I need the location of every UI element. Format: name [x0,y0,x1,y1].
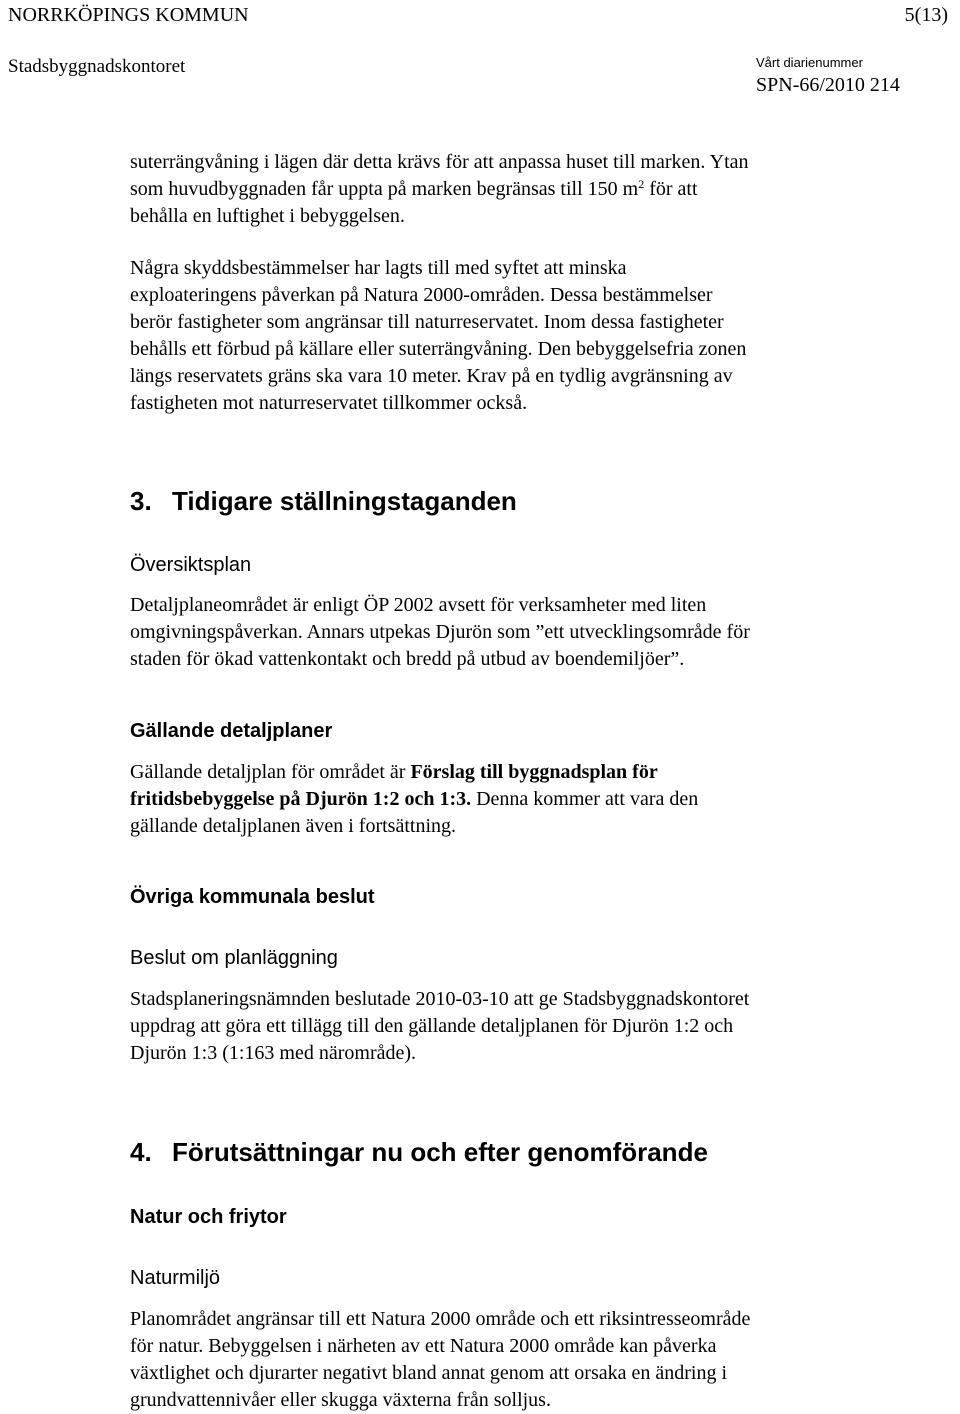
heading-natur-friytor: Natur och friytor [130,1206,287,1228]
paragraph-line [130,759,930,786]
section-heading-4 [130,1137,708,1168]
plan-name-bold: Förslag till byggnadsplan för [410,761,658,783]
paragraph-line: behålla en luftighet i bebyggelsen. [130,205,405,227]
heading-beslut-planlaggning: Beslut om planläggning [130,947,338,969]
paragraph-beslut [130,986,930,1067]
paragraph-line: Detaljplaneområdet är enligt ÖP 2002 avsett för verksamheter med liten [130,594,707,616]
section-number: 4. [130,1137,152,1167]
paragraph-fragment: Denna kommer att vara den [471,788,699,810]
paragraph-line: exploateringens påverkan på Natura 2000-områden. Dessa bestämmelser [130,284,713,306]
paragraph-line: längs reservatets gräns ska vara 10 meter. Krav på en tydlig avgränsning av [130,365,733,387]
paragraph-line: Stadsplaneringsnämnden beslutade 2010-03-10 att ge Stadsbyggnadskontoret [130,988,750,1010]
paragraph-fragment: Gällande detaljplan för området är [130,761,411,783]
paragraph-naturmiljo [130,1306,930,1414]
paragraph-line [130,176,930,203]
header-page-number: 5(13) [904,4,948,26]
heading-oversiktsplan: Översiktsplan [130,554,252,576]
heading-naturmiljo: Naturmiljö [130,1267,221,1289]
paragraph-line: växtlighet och djurarter negativt bland annat genom att orsaka en ändring i [130,1362,728,1384]
paragraph-line: behålls ett förbud på källare eller suterrängvåning. Den bebyggelsefria zonen [130,338,747,360]
paragraph-line: Några skyddsbestämmelser har lagts till med syftet att minska [130,257,627,279]
paragraph-line: för natur. Bebyggelsen i närheten av ett Natura 2000 område kan påverka [130,1335,717,1357]
superscript: 2 [638,177,645,191]
section-title: Förutsättningar nu och efter genomförande [172,1137,708,1167]
header-ref-number: SPN-66/2010 214 [756,74,900,96]
paragraph-line: omgivningspåverkan. Annars utpekas Djurön som ”ett utvecklingsområde för [130,621,750,643]
paragraph-oversiktsplan [130,592,930,673]
paragraph-line: berör fastigheter som angränsar till naturreservatet. Inom dessa fastigheter [130,311,724,333]
paragraph-line: Planområdet angränsar till ett Natura 2000 område och ett riksintresseområde [130,1308,751,1330]
paragraph-line: grundvattennivåer eller skugga växterna från solljus. [130,1389,551,1411]
paragraph-gallande [130,759,930,840]
paragraph-line [130,786,930,813]
paragraph-fragment: som huvudbyggnaden får uppta på marken begränsas till 150 m [130,178,639,200]
section-heading-3 [130,486,517,517]
header-ref-label: Vårt diarienummer [756,55,863,70]
heading-ovriga-beslut: Övriga kommunala beslut [130,886,375,908]
paragraph-protection [130,255,930,417]
header-office: Stadsbyggnadskontoret [8,56,186,77]
plan-name-bold: fritidsbebyggelse på Djurön 1:2 och 1:3. [130,788,472,810]
header-org: NORRKÖPINGS KOMMUN [8,4,249,26]
section-title: Tidigare ställningstaganden [172,486,517,516]
paragraph-line: Djurön 1:3 (1:163 med närområde). [130,1042,417,1064]
paragraph-line: gällande detaljplanen även i fortsättning. [130,815,456,837]
paragraph-line: uppdrag att göra ett tillägg till den gällande detaljplanen för Djurön 1:2 och [130,1015,734,1037]
paragraph-fragment: för att [644,178,698,200]
paragraph-intro [130,149,930,230]
section-number: 3. [130,486,152,516]
paragraph-line: suterrängvåning i lägen där detta krävs för att anpassa huset till marken. Ytan [130,151,749,173]
paragraph-line: staden för ökad vattenkontakt och bredd på utbud av boendemiljöer”. [130,648,685,670]
paragraph-line: fastigheten mot naturreservatet tillkommer också. [130,392,528,414]
heading-gallande-detaljplaner: Gällande detaljplaner [130,720,333,742]
